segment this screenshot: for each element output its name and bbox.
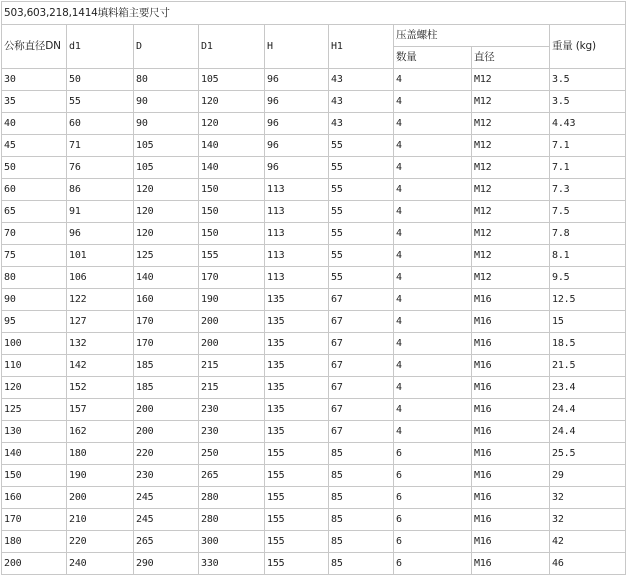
cell-d1: 96 xyxy=(67,223,134,245)
title-row xyxy=(2,2,626,25)
cell-weight: 7.5 xyxy=(550,201,626,223)
table-row xyxy=(2,333,626,355)
cell-dn: 35 xyxy=(2,91,67,113)
cell-dn: 110 xyxy=(2,355,67,377)
table-row xyxy=(2,201,626,223)
cell-weight: 18.5 xyxy=(550,333,626,355)
cell-H1: 85 xyxy=(329,553,394,575)
cell-D: 200 xyxy=(134,399,199,421)
cell-dn: 60 xyxy=(2,179,67,201)
table-title: 503,603,218,1414填料箱主要尺寸 xyxy=(2,2,626,25)
cell-dn: 80 xyxy=(2,267,67,289)
cell-dn: 125 xyxy=(2,399,67,421)
cell-bolt-dia: M16 xyxy=(472,311,550,333)
table-row xyxy=(2,355,626,377)
header-bolt-dia: 直径 xyxy=(472,47,550,69)
cell-dn: 95 xyxy=(2,311,67,333)
header-row xyxy=(2,25,626,47)
cell-D1: 140 xyxy=(199,135,265,157)
table-row xyxy=(2,509,626,531)
cell-H1: 67 xyxy=(329,289,394,311)
cell-bolt-qty: 4 xyxy=(394,267,472,289)
cell-bolt-dia: M16 xyxy=(472,355,550,377)
cell-dn: 180 xyxy=(2,531,67,553)
table-row xyxy=(2,443,626,465)
cell-bolt-dia: M12 xyxy=(472,135,550,157)
cell-d1: 101 xyxy=(67,245,134,267)
cell-H1: 85 xyxy=(329,487,394,509)
cell-H1: 67 xyxy=(329,377,394,399)
cell-D: 80 xyxy=(134,69,199,91)
cell-H1: 55 xyxy=(329,223,394,245)
cell-weight: 7.8 xyxy=(550,223,626,245)
cell-bolt-dia: M16 xyxy=(472,377,550,399)
header-H: H xyxy=(265,25,329,69)
cell-weight: 7.1 xyxy=(550,157,626,179)
cell-D1: 150 xyxy=(199,223,265,245)
cell-bolt-qty: 4 xyxy=(394,377,472,399)
cell-bolt-qty: 6 xyxy=(394,443,472,465)
cell-bolt-dia: M16 xyxy=(472,465,550,487)
header-bolt-qty: 数量 xyxy=(394,47,472,69)
cell-weight: 3.5 xyxy=(550,69,626,91)
cell-weight: 9.5 xyxy=(550,267,626,289)
cell-weight: 32 xyxy=(550,487,626,509)
cell-weight: 25.5 xyxy=(550,443,626,465)
table-row xyxy=(2,91,626,113)
cell-D1: 215 xyxy=(199,355,265,377)
cell-bolt-dia: M16 xyxy=(472,487,550,509)
cell-bolt-qty: 4 xyxy=(394,223,472,245)
header-dn: 公称直径DN xyxy=(2,25,67,69)
cell-D: 105 xyxy=(134,157,199,179)
table-row xyxy=(2,135,626,157)
cell-D: 125 xyxy=(134,245,199,267)
header-D1: D1 xyxy=(199,25,265,69)
cell-D1: 280 xyxy=(199,509,265,531)
cell-bolt-dia: M16 xyxy=(472,531,550,553)
header-bolt-group: 压盖螺柱 xyxy=(394,25,550,47)
cell-d1: 122 xyxy=(67,289,134,311)
cell-H: 113 xyxy=(265,267,329,289)
cell-d1: 71 xyxy=(67,135,134,157)
cell-dn: 70 xyxy=(2,223,67,245)
header-weight: 重量 (kg) xyxy=(550,25,626,69)
cell-D1: 105 xyxy=(199,69,265,91)
cell-D: 200 xyxy=(134,421,199,443)
cell-D: 120 xyxy=(134,179,199,201)
cell-bolt-dia: M12 xyxy=(472,113,550,135)
cell-dn: 75 xyxy=(2,245,67,267)
cell-D1: 215 xyxy=(199,377,265,399)
table-row xyxy=(2,69,626,91)
table-row xyxy=(2,531,626,553)
cell-bolt-dia: M12 xyxy=(472,179,550,201)
cell-D1: 330 xyxy=(199,553,265,575)
cell-D1: 280 xyxy=(199,487,265,509)
table-row xyxy=(2,487,626,509)
cell-D: 140 xyxy=(134,267,199,289)
table-row xyxy=(2,465,626,487)
cell-d1: 220 xyxy=(67,531,134,553)
cell-H1: 43 xyxy=(329,91,394,113)
cell-bolt-dia: M12 xyxy=(472,91,550,113)
cell-bolt-qty: 4 xyxy=(394,245,472,267)
cell-D1: 170 xyxy=(199,267,265,289)
table-row xyxy=(2,179,626,201)
cell-H: 155 xyxy=(265,465,329,487)
cell-D: 185 xyxy=(134,355,199,377)
cell-H1: 67 xyxy=(329,399,394,421)
cell-weight: 8.1 xyxy=(550,245,626,267)
cell-weight: 3.5 xyxy=(550,91,626,113)
cell-bolt-qty: 4 xyxy=(394,355,472,377)
cell-H1: 55 xyxy=(329,245,394,267)
table-row xyxy=(2,289,626,311)
cell-D1: 250 xyxy=(199,443,265,465)
cell-bolt-dia: M12 xyxy=(472,245,550,267)
cell-dn: 45 xyxy=(2,135,67,157)
cell-D1: 150 xyxy=(199,201,265,223)
cell-D: 185 xyxy=(134,377,199,399)
cell-H: 96 xyxy=(265,113,329,135)
cell-bolt-dia: M12 xyxy=(472,267,550,289)
cell-weight: 29 xyxy=(550,465,626,487)
table-row xyxy=(2,421,626,443)
cell-H: 155 xyxy=(265,553,329,575)
table-row xyxy=(2,113,626,135)
table-row xyxy=(2,267,626,289)
cell-bolt-qty: 4 xyxy=(394,311,472,333)
cell-weight: 32 xyxy=(550,509,626,531)
cell-dn: 120 xyxy=(2,377,67,399)
cell-bolt-qty: 6 xyxy=(394,465,472,487)
cell-H1: 43 xyxy=(329,69,394,91)
cell-D1: 120 xyxy=(199,91,265,113)
cell-d1: 106 xyxy=(67,267,134,289)
cell-bolt-dia: M16 xyxy=(472,509,550,531)
cell-bolt-dia: M16 xyxy=(472,289,550,311)
cell-H1: 55 xyxy=(329,267,394,289)
cell-d1: 76 xyxy=(67,157,134,179)
cell-D: 90 xyxy=(134,91,199,113)
cell-H1: 67 xyxy=(329,421,394,443)
cell-H1: 85 xyxy=(329,465,394,487)
cell-D1: 140 xyxy=(199,157,265,179)
cell-dn: 40 xyxy=(2,113,67,135)
cell-D: 230 xyxy=(134,465,199,487)
cell-d1: 142 xyxy=(67,355,134,377)
cell-H1: 55 xyxy=(329,179,394,201)
cell-H: 113 xyxy=(265,179,329,201)
header-D: D xyxy=(134,25,199,69)
cell-H: 96 xyxy=(265,69,329,91)
cell-d1: 157 xyxy=(67,399,134,421)
cell-weight: 21.5 xyxy=(550,355,626,377)
cell-H1: 85 xyxy=(329,509,394,531)
cell-H: 135 xyxy=(265,333,329,355)
cell-D: 220 xyxy=(134,443,199,465)
dimensions-table-container xyxy=(1,1,625,575)
cell-bolt-dia: M12 xyxy=(472,69,550,91)
cell-H1: 85 xyxy=(329,531,394,553)
cell-dn: 130 xyxy=(2,421,67,443)
cell-bolt-dia: M16 xyxy=(472,421,550,443)
cell-H: 96 xyxy=(265,157,329,179)
table-row xyxy=(2,377,626,399)
cell-weight: 7.3 xyxy=(550,179,626,201)
cell-dn: 100 xyxy=(2,333,67,355)
cell-weight: 46 xyxy=(550,553,626,575)
cell-D: 170 xyxy=(134,311,199,333)
cell-d1: 190 xyxy=(67,465,134,487)
cell-H: 155 xyxy=(265,487,329,509)
cell-bolt-qty: 4 xyxy=(394,135,472,157)
cell-H1: 67 xyxy=(329,355,394,377)
cell-bolt-dia: M16 xyxy=(472,443,550,465)
cell-weight: 4.43 xyxy=(550,113,626,135)
table-row xyxy=(2,553,626,575)
cell-H: 135 xyxy=(265,355,329,377)
cell-d1: 162 xyxy=(67,421,134,443)
cell-D: 170 xyxy=(134,333,199,355)
cell-H1: 67 xyxy=(329,333,394,355)
cell-bolt-qty: 4 xyxy=(394,91,472,113)
header-d1: d1 xyxy=(67,25,134,69)
cell-D: 160 xyxy=(134,289,199,311)
cell-D1: 230 xyxy=(199,399,265,421)
cell-H1: 55 xyxy=(329,201,394,223)
cell-bolt-qty: 4 xyxy=(394,399,472,421)
cell-bolt-qty: 4 xyxy=(394,113,472,135)
cell-H: 113 xyxy=(265,223,329,245)
cell-H1: 55 xyxy=(329,157,394,179)
cell-H: 155 xyxy=(265,443,329,465)
cell-H: 135 xyxy=(265,421,329,443)
cell-H: 135 xyxy=(265,399,329,421)
table-row xyxy=(2,223,626,245)
cell-d1: 60 xyxy=(67,113,134,135)
cell-D: 290 xyxy=(134,553,199,575)
cell-D: 90 xyxy=(134,113,199,135)
cell-bolt-qty: 4 xyxy=(394,69,472,91)
cell-bolt-dia: M16 xyxy=(472,333,550,355)
cell-dn: 200 xyxy=(2,553,67,575)
cell-D: 265 xyxy=(134,531,199,553)
cell-dn: 140 xyxy=(2,443,67,465)
cell-d1: 55 xyxy=(67,91,134,113)
cell-D: 245 xyxy=(134,509,199,531)
cell-d1: 152 xyxy=(67,377,134,399)
cell-H: 135 xyxy=(265,289,329,311)
cell-H: 155 xyxy=(265,509,329,531)
cell-bolt-qty: 4 xyxy=(394,179,472,201)
header-H1: H1 xyxy=(329,25,394,69)
cell-D: 120 xyxy=(134,201,199,223)
cell-d1: 91 xyxy=(67,201,134,223)
cell-D1: 155 xyxy=(199,245,265,267)
cell-H: 155 xyxy=(265,531,329,553)
cell-D1: 200 xyxy=(199,333,265,355)
cell-D1: 230 xyxy=(199,421,265,443)
cell-D: 245 xyxy=(134,487,199,509)
cell-H1: 85 xyxy=(329,443,394,465)
cell-bolt-qty: 6 xyxy=(394,487,472,509)
cell-dn: 65 xyxy=(2,201,67,223)
cell-bolt-dia: M16 xyxy=(472,399,550,421)
cell-d1: 50 xyxy=(67,69,134,91)
cell-bolt-qty: 4 xyxy=(394,157,472,179)
cell-D: 120 xyxy=(134,223,199,245)
table-row xyxy=(2,157,626,179)
cell-weight: 23.4 xyxy=(550,377,626,399)
cell-weight: 15 xyxy=(550,311,626,333)
cell-dn: 30 xyxy=(2,69,67,91)
cell-H: 96 xyxy=(265,91,329,113)
cell-bolt-qty: 6 xyxy=(394,553,472,575)
cell-weight: 7.1 xyxy=(550,135,626,157)
table-row xyxy=(2,399,626,421)
cell-D: 105 xyxy=(134,135,199,157)
cell-weight: 42 xyxy=(550,531,626,553)
cell-D1: 200 xyxy=(199,311,265,333)
cell-d1: 132 xyxy=(67,333,134,355)
cell-bolt-qty: 4 xyxy=(394,201,472,223)
cell-dn: 160 xyxy=(2,487,67,509)
table-row xyxy=(2,245,626,267)
cell-H: 113 xyxy=(265,245,329,267)
cell-dn: 90 xyxy=(2,289,67,311)
table-row xyxy=(2,311,626,333)
packing-box-dimensions-table xyxy=(1,1,626,575)
cell-bolt-qty: 4 xyxy=(394,333,472,355)
cell-dn: 170 xyxy=(2,509,67,531)
cell-D1: 120 xyxy=(199,113,265,135)
cell-weight: 24.4 xyxy=(550,399,626,421)
cell-dn: 50 xyxy=(2,157,67,179)
cell-d1: 86 xyxy=(67,179,134,201)
cell-bolt-dia: M12 xyxy=(472,157,550,179)
cell-H1: 55 xyxy=(329,135,394,157)
cell-d1: 127 xyxy=(67,311,134,333)
cell-bolt-qty: 6 xyxy=(394,531,472,553)
cell-bolt-dia: M12 xyxy=(472,223,550,245)
cell-D1: 190 xyxy=(199,289,265,311)
cell-bolt-qty: 4 xyxy=(394,421,472,443)
cell-d1: 200 xyxy=(67,487,134,509)
cell-H: 135 xyxy=(265,377,329,399)
cell-d1: 240 xyxy=(67,553,134,575)
cell-H: 96 xyxy=(265,135,329,157)
cell-bolt-qty: 6 xyxy=(394,509,472,531)
cell-H1: 43 xyxy=(329,113,394,135)
cell-H1: 67 xyxy=(329,311,394,333)
cell-weight: 24.4 xyxy=(550,421,626,443)
cell-D1: 300 xyxy=(199,531,265,553)
cell-d1: 210 xyxy=(67,509,134,531)
cell-weight: 12.5 xyxy=(550,289,626,311)
cell-D1: 265 xyxy=(199,465,265,487)
cell-bolt-dia: M12 xyxy=(472,201,550,223)
cell-H: 113 xyxy=(265,201,329,223)
cell-bolt-dia: M16 xyxy=(472,553,550,575)
cell-bolt-qty: 4 xyxy=(394,289,472,311)
cell-d1: 180 xyxy=(67,443,134,465)
cell-dn: 150 xyxy=(2,465,67,487)
cell-H: 135 xyxy=(265,311,329,333)
cell-D1: 150 xyxy=(199,179,265,201)
